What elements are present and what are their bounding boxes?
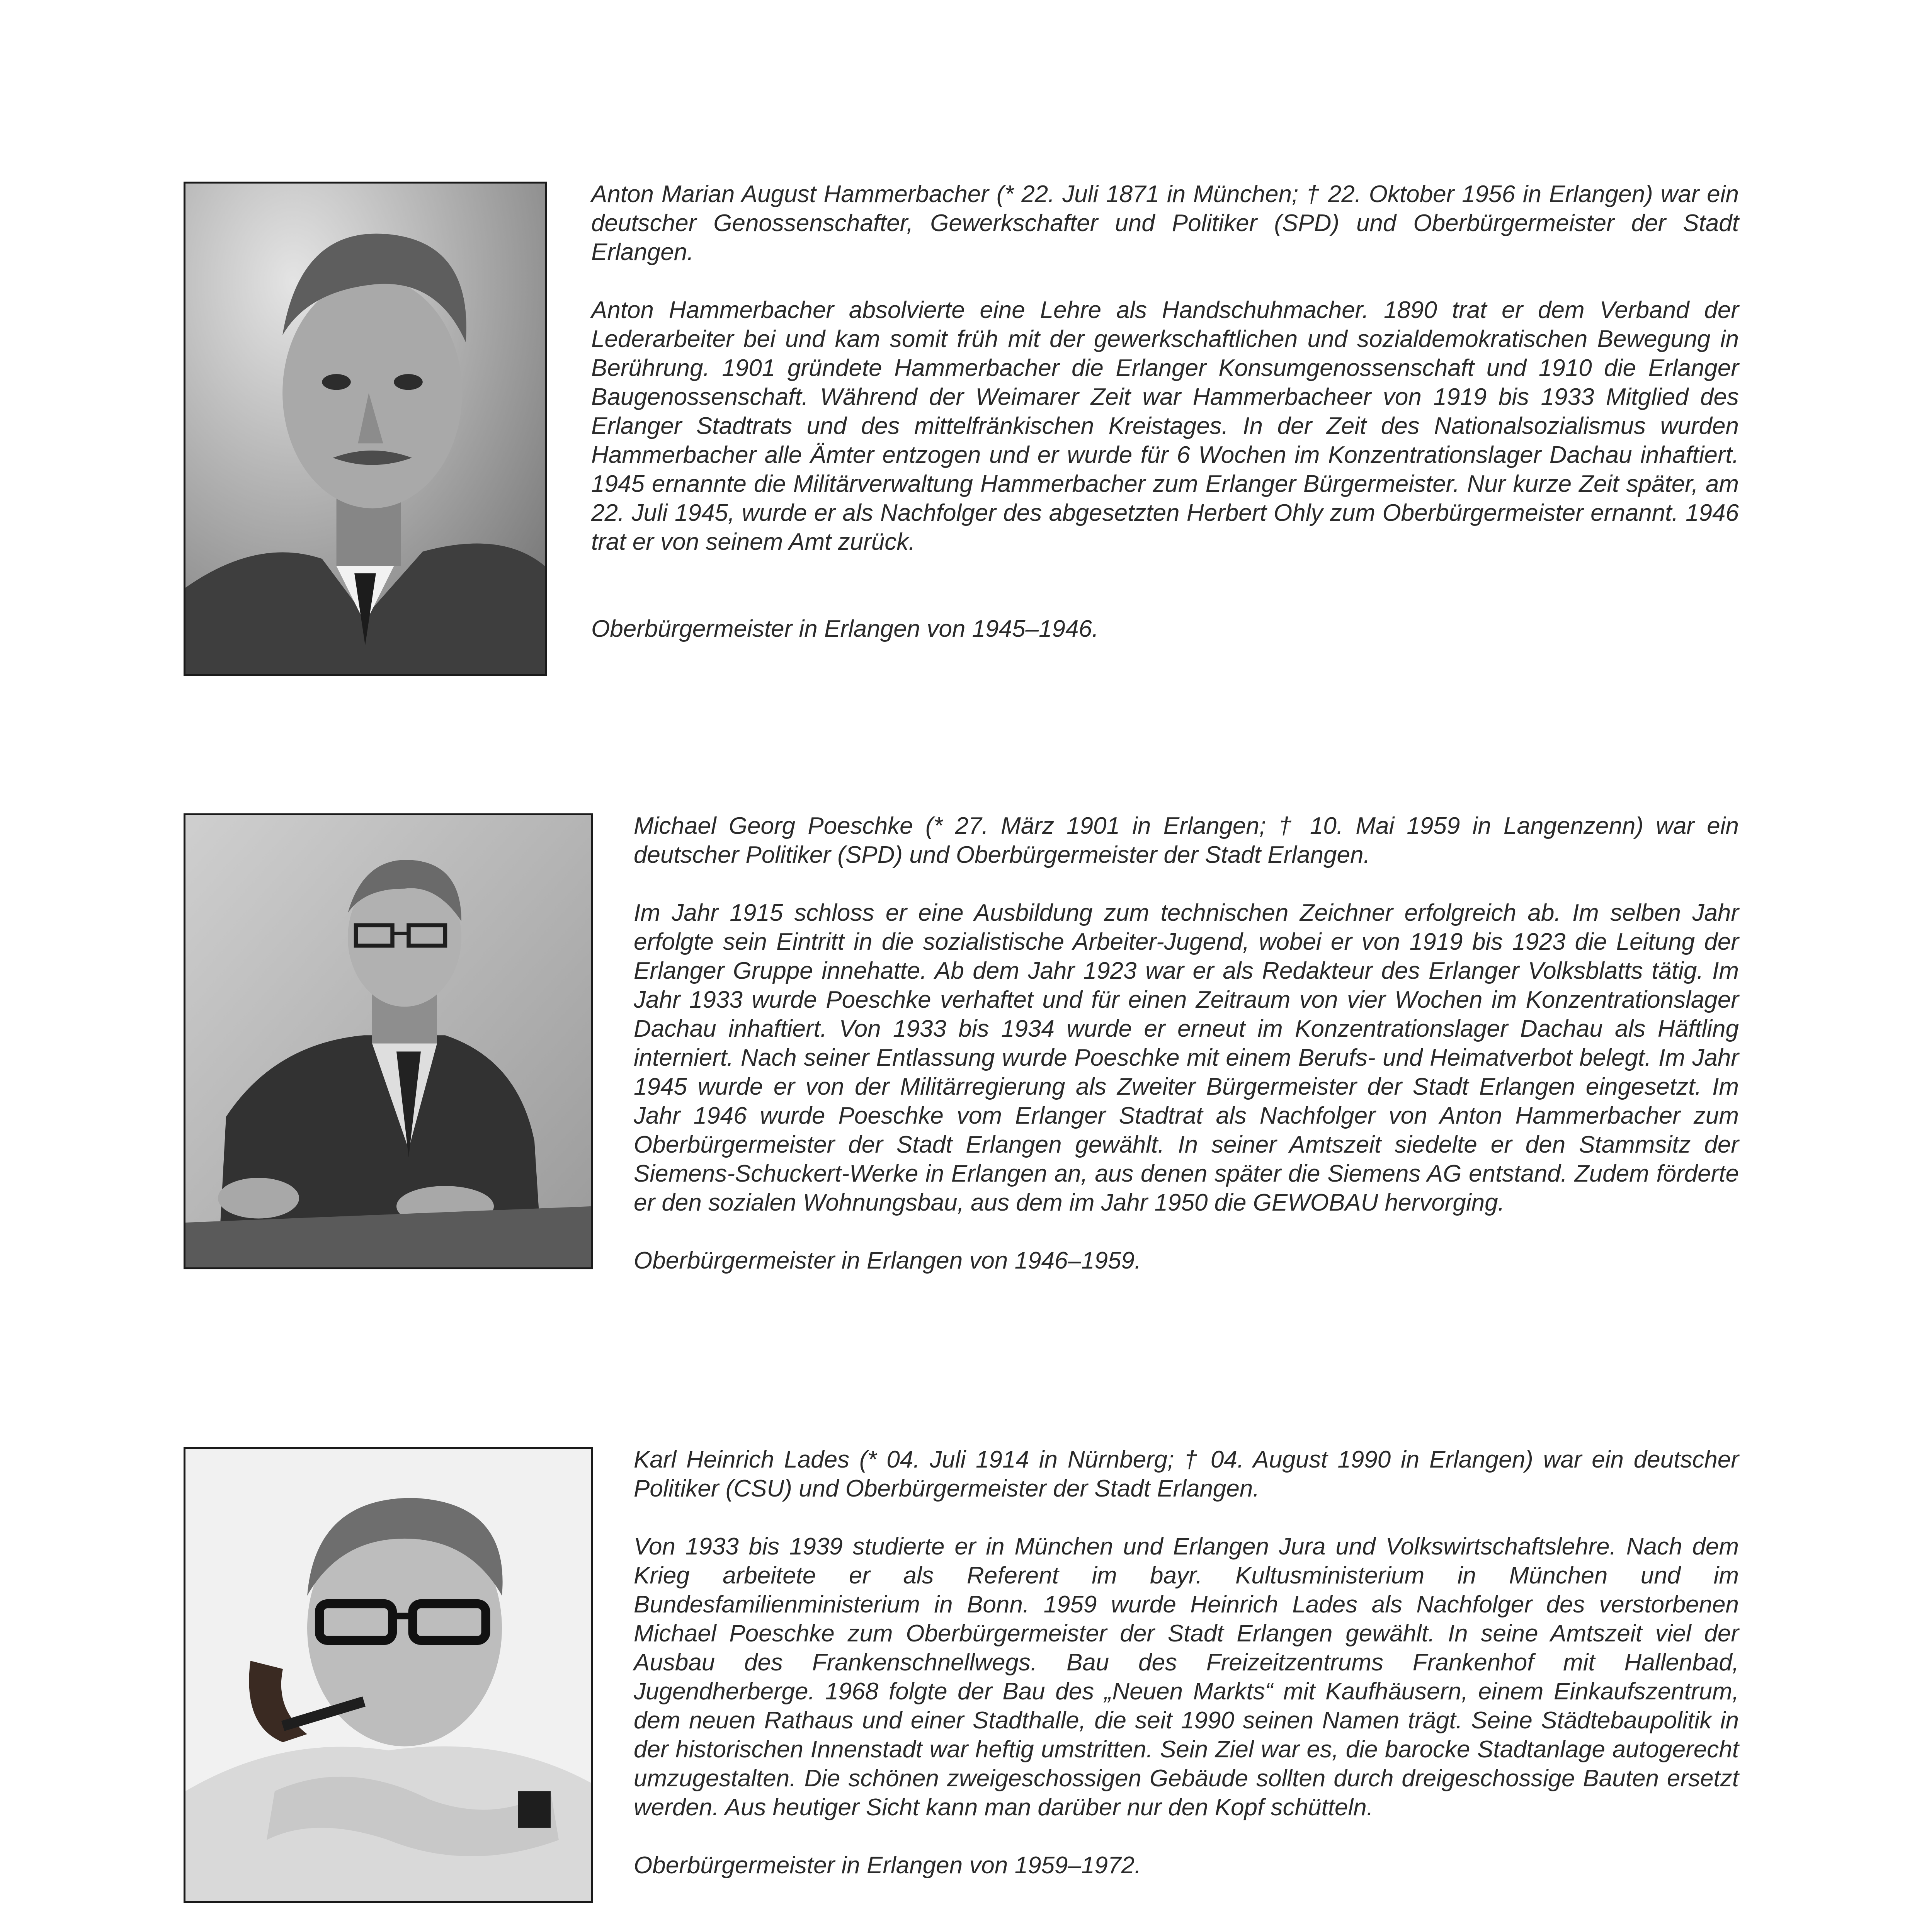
term-of-office: Oberbürgermeister in Erlangen von 1959–1972. [634,1852,1141,1879]
biography-paragraph: Im Jahr 1915 schloss er eine Ausbildung zum technischen Zeichner erfolgreich ab. Im selben Jahr erfolgte sein Eintritt in die sozialistische Arbeiter-Jugend, wobei er von 1919 bis 1923 die Leitung der Erlanger Gruppe innehatte. Ab dem Jahr 1923 war er als Redakteur des Erlanger Volksblatts tätig. Im Jahr 1933 wurde Poeschke verhaftet und für einen Zeitraum von vier Wochen im Konzentrationslager Dachau inhaftiert. Von 1933 bis 1934 wurde er erneut im Konzentrationslager Dachau als Häftling interniert. Nach seiner Entlassung wurde Poeschke mit einem Berufs- und Heimatverbot belegt. Im Jahr 1945 wurde er von der Militärregierung als Zweiter Bürgermeister der Stadt Erlangen eingesetzt. Im Jahr 1946 wurde Poeschke vom Erlanger Stadtrat als Nachfolger von Anton Hammerbacher zum Oberbürgermeister der Stadt Erlangen gewählt. In seiner Amtszeit siedelte er den Stammsitz der Siemens-Schuckert-Werke in Erlangen an, aus denen später die Siemens AG entstand. Zudem förderte er den sozialen Wohnungsbau, aus dem im Jahr 1950 die GEWOBAU hervorging. [634,900,1739,1216]
biography-text-poeschke [634,811,1739,1275]
biography-paragraph: Anton Hammerbacher absolvierte eine Lehre als Handschuhmacher. 1890 trat er dem Verband der Lederarbeiter bei und kam somit früh mit der gewerkschaftlichen und sozialdemokratischen Bewegung in Berührung. 1901 gründete Hammerbacher die Erlanger Konsumgenossenschaft und 1910 die Erlanger Baugenossenschaft. Während der Weimarer Zeit war Hammerbacheer von 1919 bis 1933 Mitglied des Erlanger Stadtrats und des mittelfränkischen Kreistages. In der Zeit des Nationalsozialismus wurden Hammerbacher alle Ämter entzogen und er wurde für 6 Wochen im Konzentrationslager Dachau inhaftiert. 1945 ernannte die Militärverwaltung Hammerbacher zum Erlanger Bürgermeister. Nur kurze Zeit später, am 22. Juli 1945, wurde er als Nachfolger des abgesetzten Herbert Ohly zum Oberbürgermeister ernannt. 1946 trat er von seinem Amt zurück. [591,297,1739,555]
portrait-photo-hammerbacher [184,182,547,676]
portrait-photo-poeschke [184,813,593,1269]
intro-paragraph: Michael Georg Poeschke (* 27. März 1901 in Erlangen; † 10. Mai 1959 in Langenzenn) war ein deutscher Politiker (SPD) und Oberbürgermeister der Stadt Erlangen. [634,813,1739,868]
term-of-office: Oberbürgermeister in Erlangen von 1945–1946. [591,616,1099,642]
biography-text-lades [634,1445,1739,1880]
biography-text-hammerbacher [591,180,1739,643]
biography-paragraph: Von 1933 bis 1939 studierte er in München und Erlangen Jura und Volkswirtschaftslehre. Nach dem Krieg arbeitete er als Referent im bayr. Kultusministerium in München und im Bundesfamilienministerium in Bonn. 1959 wurde Heinrich Lades als Nachfolger des verstorbenen Michael Poeschke zum Oberbürgermeister der Stadt Erlangen gewählt. In seine Amtszeit viel der Ausbau des Frankenschnellwegs. Bau des Freizeitzentrums Frankenhof mit Hallenbad, Jugendherberge. 1968 folgte der Bau des „Neuen Markts“ mit Kaufhäusern, einem Einkaufszentrum, dem neuen Rathaus und einer Stadthalle, die seit 1990 seinen Namen trägt. Seine Städtebaupolitik in der historischen Innenstadt war heftig umstritten. Sein Ziel war es, die barocke Stadtanlage autogerecht umzugestalten. Die schönen zweigeschossigen Gebäude sollten durch dreigeschossige Bauten ersetzt werden. Aus heutiger Sicht kann man darüber nur den Kopf schütteln. [634,1533,1739,1821]
portrait-photo-lades [184,1447,593,1903]
intro-paragraph: Karl Heinrich Lades (* 04. Juli 1914 in Nürnberg; † 04. August 1990 in Erlangen) war ein deutscher Politiker (CSU) und Oberbürgermeister der Stadt Erlangen. [634,1446,1739,1502]
intro-paragraph: Anton Marian August Hammerbacher (* 22. Juli 1871 in München; † 22. Oktober 1956 in Erlangen) war ein deutscher Genossenschafter, Gewerkschafter und Politiker (SPD) und Oberbürgermeister der Stadt Erlangen. [591,181,1739,265]
term-of-office: Oberbürgermeister in Erlangen von 1946–1959. [634,1247,1141,1274]
